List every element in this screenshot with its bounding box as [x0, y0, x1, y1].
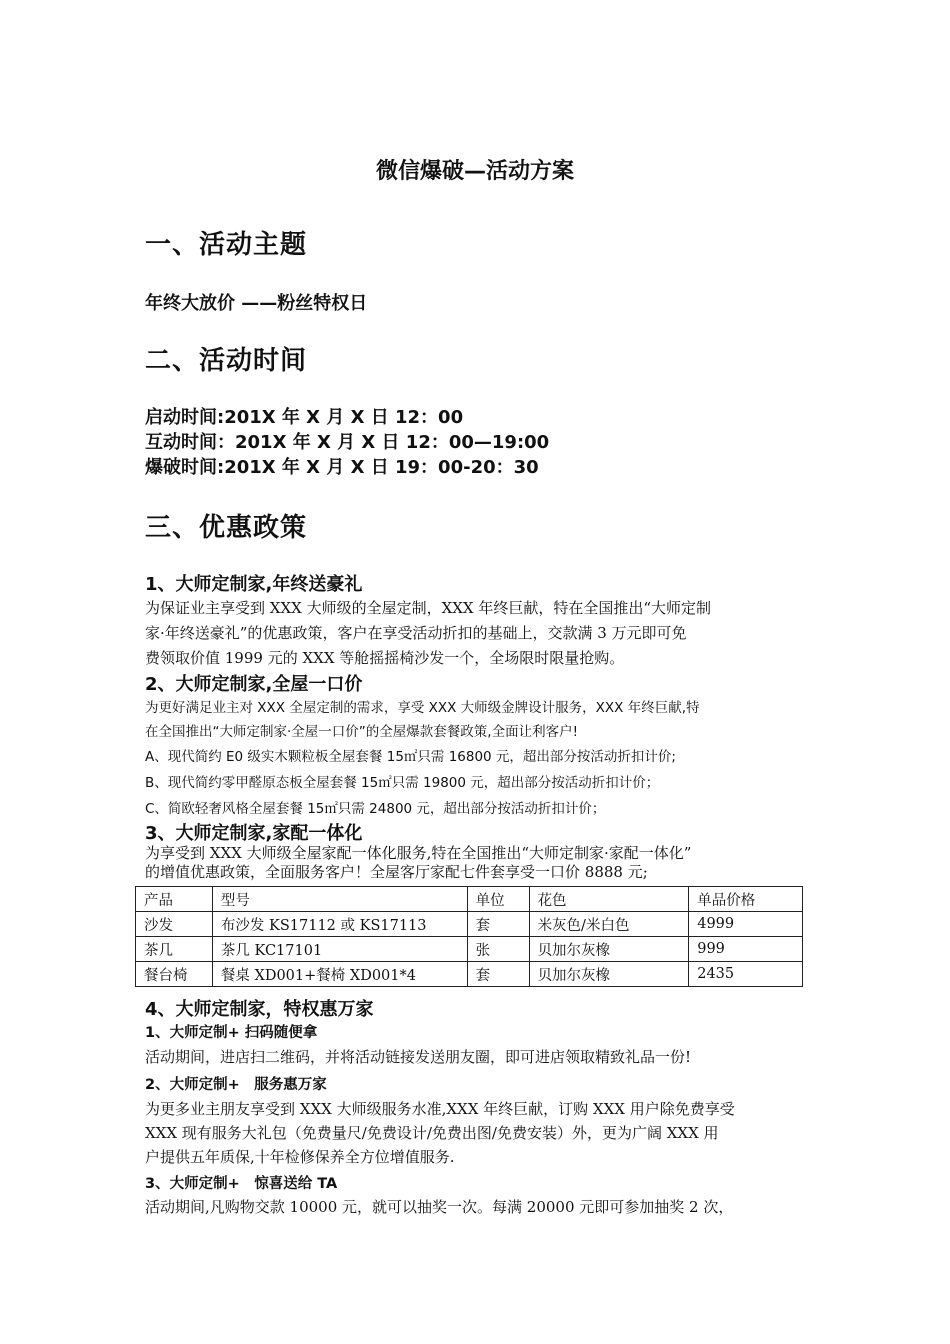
table-header-cell: 单品价格: [689, 887, 803, 912]
section-heading-time: 二、活动时间: [145, 346, 308, 376]
time-line-interact: 互动时间：201X 年 X 月 X 日 12：00—19:00: [145, 432, 550, 453]
privilege-2-title: 2、大师定制+ 服务惠万家: [145, 1077, 327, 1093]
product-price-table: [135, 886, 803, 987]
table-row: [136, 912, 803, 937]
policy-1-heading: 1、大师定制家,年终送豪礼: [145, 574, 363, 595]
time-line-start: 启动时间:201X 年 X 月 X 日 12：00: [145, 407, 464, 428]
table-row: [136, 937, 803, 962]
table-cell: 4999: [689, 912, 803, 937]
table-cell: 茶几: [136, 937, 213, 962]
policy-2-heading: 2、大师定制家,全屋一口价: [145, 674, 363, 695]
privilege-2-line: 户提供五年质保,十年检修保养全方位增值服务.: [145, 1148, 455, 1166]
table-row: [136, 962, 803, 987]
policy-2-package-c: C、简欧轻奢风格全屋套餐 15㎡只需 24800 元，超出部分按活动折扣计价；: [145, 801, 606, 817]
policy-3-line: 为享受到 XXX 大师级全屋家配一体化服务,特在全国推出“大师定制家·家配一体化”: [145, 844, 692, 862]
privilege-1-line: 活动期间，进店扫二维码，并将活动链接发送朋友圈，即可进店领取精致礼品一份!: [145, 1048, 692, 1066]
table-header-row: [136, 887, 803, 912]
policy-2-line: 为更好满足业主对 XXX 全屋定制的需求，享受 XXX 大师级金牌设计服务，XXX 年终巨献,特: [145, 700, 700, 716]
policy-1-line: 费领取价值 1999 元的 XXX 等舱摇摇椅沙发一个，全场限时限量抢购。: [145, 649, 625, 667]
table-cell: 999: [689, 937, 803, 962]
table-cell: 餐台椅: [136, 962, 213, 987]
table-cell: 贝加尔灰橡: [529, 937, 689, 962]
privilege-2-line: 为更多业主朋友享受到 XXX 大师级服务水准,XXX 年终巨献，订购 XXX 用户除免费享受: [145, 1100, 735, 1118]
policy-2-package-b: B、现代简约零甲醛原态板全屋套餐 15㎡只需 19800 元，超出部分按活动折扣计价；: [145, 775, 660, 791]
policy-1-line: 家·年终送豪礼”的优惠政策，客户在享受活动折扣的基础上，交款满 3 万元即可免: [145, 624, 687, 642]
table-header-cell: 花色: [529, 887, 689, 912]
table-cell: 布沙发 KS17112 或 KS17113: [212, 912, 467, 937]
policy-1-line: 为保证业主享受到 XXX 大师级的全屋定制，XXX 年终巨献，特在全国推出“大师定制: [145, 599, 712, 617]
table-cell: 套: [467, 912, 529, 937]
policy-4-heading: 4、大师定制家，特权惠万家: [145, 999, 374, 1020]
policy-2-package-a: A、现代简约 E0 级实木颗粒板全屋套餐 15㎡只需 16800 元，超出部分按活动折扣计价;: [145, 749, 676, 765]
table-cell: 2435: [689, 962, 803, 987]
table-header-cell: 产品: [136, 887, 213, 912]
section-heading-policy: 三、优惠政策: [145, 513, 308, 543]
time-line-blast: 爆破时间:201X 年 X 月 X 日 19：00-20：30: [145, 457, 539, 478]
section-heading-theme: 一、活动主题: [145, 230, 308, 260]
table-cell: 沙发: [136, 912, 213, 937]
table-cell: 套: [467, 962, 529, 987]
policy-2-line: 在全国推出“大师定制家·全屋一口价”的全屋爆款套餐政策,全面让利客户!: [145, 724, 578, 740]
table-cell: 张: [467, 937, 529, 962]
table-header-cell: 单位: [467, 887, 529, 912]
privilege-2-line: XXX 现有服务大礼包（免费量尺/免费设计/免费出图/免费安装）外，更为广阔 XXX 用: [145, 1124, 719, 1142]
policy-3-heading: 3、大师定制家,家配一体化: [145, 823, 363, 844]
table-cell: 米灰色/米白色: [529, 912, 689, 937]
table-cell: 餐桌 XD001+餐椅 XD001*4: [212, 962, 467, 987]
table-header-cell: 型号: [212, 887, 467, 912]
table-cell: 茶几 KC17101: [212, 937, 467, 962]
theme-subtitle: 年终大放价 ——粉丝特权日: [145, 293, 368, 314]
document-title: 微信爆破—活动方案: [375, 159, 574, 184]
privilege-1-title: 1、大师定制+ 扫码随便拿: [145, 1025, 318, 1041]
privilege-3-title: 3、大师定制+ 惊喜送给 TA: [145, 1176, 338, 1192]
policy-3-line: 的增值优惠政策，全面服务客户！全屋客厅家配七件套享受一口价 8888 元;: [145, 863, 648, 881]
privilege-3-line: 活动期间,凡购物交款 10000 元，就可以抽奖一次。每满 20000 元即可参加抽奖 2 次，: [145, 1198, 734, 1216]
table-cell: 贝加尔灰橡: [529, 962, 689, 987]
